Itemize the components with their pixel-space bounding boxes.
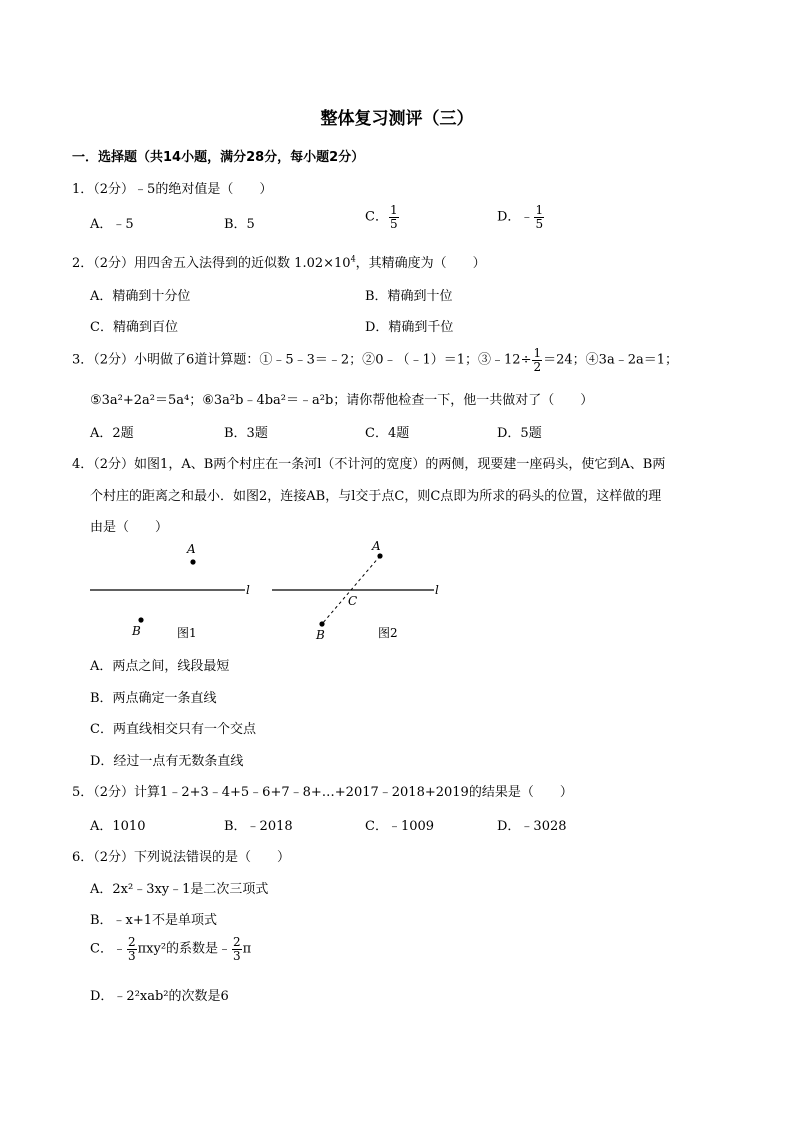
q3-option-b: B．3题 bbox=[224, 426, 268, 441]
q4-option-c: C．两直线相交只有一个交点 bbox=[90, 722, 256, 737]
q6-option-c-mid: πxy²的系数是﹣ bbox=[137, 941, 232, 957]
question-2-stem bbox=[72, 252, 486, 271]
fraction-numerator: 1 bbox=[535, 203, 544, 217]
fraction-numerator: 2 bbox=[233, 935, 241, 949]
point-a bbox=[377, 553, 382, 558]
q3-expr-3: ③ bbox=[478, 352, 492, 368]
question-6-stem: 6．（2分）下列说法错误的是（ ） bbox=[72, 850, 291, 865]
q3-expr-4: ④ bbox=[585, 352, 599, 368]
question-3-line-1 bbox=[72, 347, 678, 373]
q3-expr-6-body: 3a²b﹣4ba²＝﹣a²b；请你帮他检查一下，他一共做对了（ ） bbox=[213, 393, 594, 408]
q3-expr-3-body-a: ﹣12÷ bbox=[491, 352, 532, 368]
q3-expr-2-body: 0﹣（﹣1）＝1； bbox=[375, 352, 479, 368]
fraction-denominator: 3 bbox=[127, 948, 136, 963]
question-5-stem: 5．（2分）计算1﹣2+3﹣4+5﹣6+7﹣8+…+2017﹣2018+2019的结果是（ ） bbox=[72, 785, 573, 800]
q1-option-c-label: C． bbox=[365, 209, 388, 225]
page-title: 整体复习测评（三） bbox=[320, 109, 474, 129]
point-b bbox=[319, 621, 324, 626]
fraction-denominator: 2 bbox=[533, 359, 542, 374]
q3-option-d: D．5题 bbox=[497, 426, 542, 441]
q1-option-c bbox=[365, 204, 400, 230]
label-b: B bbox=[132, 624, 141, 638]
q3-expr-1: ① bbox=[259, 352, 273, 368]
fraction-denominator: 5 bbox=[535, 216, 544, 231]
fraction-numerator: 2 bbox=[127, 935, 136, 949]
q5-option-b: B．﹣2018 bbox=[224, 819, 293, 834]
q4-figures bbox=[80, 538, 460, 648]
section-heading: 一．选择题（共14小题，满分28分，每小题2分） bbox=[72, 150, 365, 165]
q5-option-c: C．﹣1009 bbox=[365, 819, 435, 834]
q1-option-b: B．5 bbox=[224, 217, 255, 232]
q6-option-c-pre: C．﹣ bbox=[90, 941, 126, 957]
q1-option-d-fraction bbox=[534, 204, 544, 230]
q2-stem-post: ，其精确度为（ ） bbox=[355, 256, 486, 271]
q2-stem-pre: 2．（2分）用四舍五入法得到的近似数 1.02×10 bbox=[72, 256, 351, 271]
q2-stem-exponent: 4 bbox=[350, 254, 356, 264]
question-3-line-2 bbox=[90, 389, 593, 408]
question-4-line-3: 由是（ ） bbox=[90, 520, 169, 535]
q3-expr-2: ② bbox=[362, 352, 376, 368]
q1-option-d bbox=[497, 204, 545, 230]
q2-option-c: C．精确到百位 bbox=[90, 320, 178, 335]
q3-option-c: C．4题 bbox=[365, 426, 410, 441]
q5-option-d: D．﹣3028 bbox=[497, 819, 567, 834]
q3-expr-4-body: 3a﹣2a＝1； bbox=[598, 352, 678, 368]
label-c: C bbox=[348, 594, 358, 608]
q6-option-c-fraction-2 bbox=[232, 936, 242, 962]
fraction-denominator: 3 bbox=[233, 948, 241, 963]
q6-option-b: B．﹣x+1不是单项式 bbox=[90, 913, 218, 928]
q4-option-a: A．两点之间，线段最短 bbox=[90, 659, 230, 674]
q1-option-a: A．﹣5 bbox=[90, 217, 134, 232]
q3-stem: 3．（2分）小明做了6道计算题： bbox=[72, 352, 260, 368]
q2-option-d: D．精确到千位 bbox=[365, 320, 454, 335]
q4-option-b: B．两点确定一条直线 bbox=[90, 691, 217, 706]
figure-2 bbox=[272, 539, 439, 642]
q6-option-c-post: π bbox=[242, 941, 252, 957]
question-4-line-2: 个村庄的距离之和最小．如图2，连接AB，与l交于点C，则C点即为所求的码头的位置，这样做的理 bbox=[90, 489, 662, 504]
figure-1-caption: 图1 bbox=[177, 626, 197, 640]
q3-expr-3-body-b: ＝24； bbox=[543, 352, 586, 368]
figure-2-caption: 图2 bbox=[378, 626, 398, 640]
q1-option-c-fraction bbox=[389, 204, 399, 230]
q6-option-d: D．﹣2²xab²的次数是6 bbox=[90, 989, 229, 1004]
figure-1 bbox=[90, 542, 250, 640]
point-a bbox=[190, 559, 195, 564]
label-a: A bbox=[372, 539, 381, 553]
point-b bbox=[138, 617, 143, 622]
q6-option-c-fraction-1 bbox=[127, 936, 137, 962]
q1-option-d-label: D．﹣ bbox=[497, 209, 534, 225]
q3-expr-5-body: 3a²+2a²＝5a⁴； bbox=[101, 393, 203, 408]
q3-option-a: A．2题 bbox=[90, 426, 134, 441]
fraction-numerator: 1 bbox=[533, 346, 542, 360]
label-l: l bbox=[435, 583, 439, 597]
q2-option-b: B．精确到十位 bbox=[365, 289, 453, 304]
q6-option-c bbox=[90, 936, 251, 962]
label-a: A bbox=[187, 542, 196, 556]
fraction-numerator: 1 bbox=[389, 203, 398, 217]
label-l: l bbox=[246, 583, 250, 597]
question-1-stem: 1．（2分）﹣5的绝对值是（ ） bbox=[72, 182, 273, 197]
label-b: B bbox=[316, 628, 325, 642]
q2-option-a: A．精确到十分位 bbox=[90, 289, 191, 304]
question-4-line-1: 4．（2分）如图1，A、B两个村庄在一条河l（不计河的宽度）的两侧，现要建一座码头，使它到A、B两 bbox=[72, 457, 666, 472]
fraction-denominator: 5 bbox=[389, 216, 398, 231]
q6-option-a: A．2x²﹣3xy﹣1是二次三项式 bbox=[90, 882, 269, 897]
q3-expr-1-body: ﹣5﹣3＝﹣2； bbox=[272, 352, 363, 368]
q5-option-a: A．1010 bbox=[90, 819, 146, 834]
q4-option-d: D．经过一点有无数条直线 bbox=[90, 754, 244, 769]
q3-expr-6: ⑥ bbox=[202, 393, 214, 408]
q3-expr-5: ⑤ bbox=[90, 393, 102, 408]
q3-expr-3-fraction bbox=[532, 347, 542, 373]
